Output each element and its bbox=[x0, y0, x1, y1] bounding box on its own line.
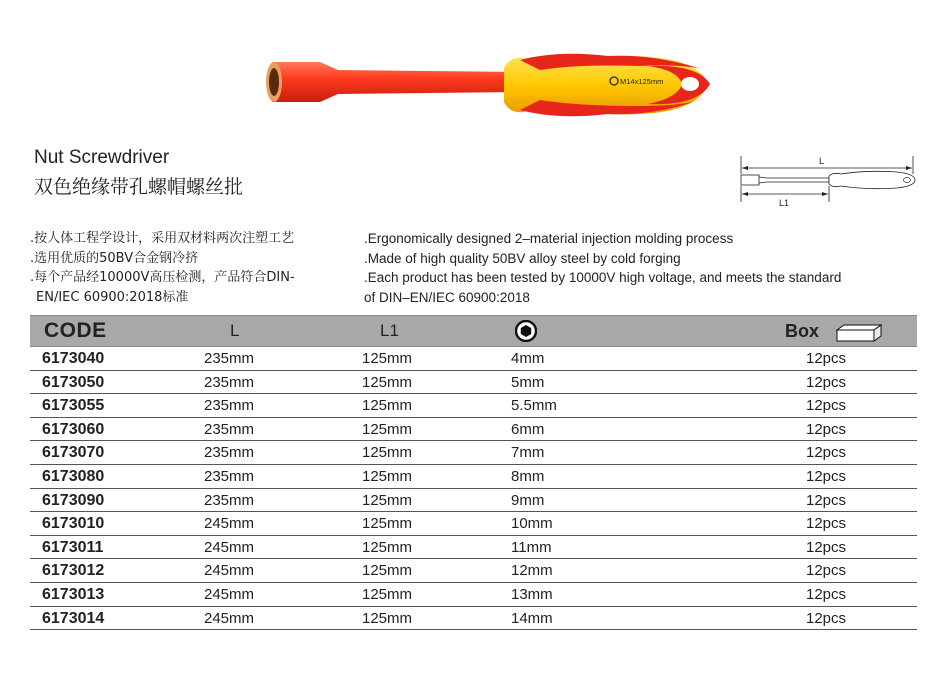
cell-shaft-length: 125mm bbox=[362, 373, 413, 391]
features-cn bbox=[30, 229, 350, 307]
handle-marking: M14x125mm bbox=[620, 77, 664, 86]
table-row bbox=[30, 583, 917, 607]
cell-hex-size: 9mm bbox=[511, 491, 545, 509]
feature-en-line: .Made of high quality 50BV alloy steel by cold forging bbox=[364, 250, 681, 266]
hex-size-icon bbox=[515, 320, 537, 350]
cell-shaft-length: 125mm bbox=[362, 515, 413, 533]
product-title-en: Nut Screwdriver bbox=[34, 147, 170, 168]
cell-box-qty: 12pcs bbox=[806, 515, 847, 533]
cell-box-qty: 12pcs bbox=[806, 562, 847, 580]
cell-box-qty: 12pcs bbox=[806, 538, 847, 556]
cell-hex-size: 10mm bbox=[511, 515, 553, 533]
cell-hex-size: 14mm bbox=[511, 609, 553, 627]
cell-shaft-length: 125mm bbox=[362, 420, 413, 438]
cell-hex-size: 13mm bbox=[511, 585, 553, 603]
header-length: L bbox=[230, 321, 240, 340]
table-row bbox=[30, 347, 917, 371]
cell-length: 235mm bbox=[204, 397, 255, 415]
cell-hex-size: 11mm bbox=[511, 538, 552, 556]
cell-shaft-length: 125mm bbox=[362, 538, 413, 556]
cell-shaft-length: 125mm bbox=[362, 350, 413, 367]
cell-length: 235mm bbox=[204, 350, 255, 367]
cell-length: 235mm bbox=[204, 491, 255, 509]
feature-en-line: of DIN–EN/IEC 60900:2018 bbox=[364, 289, 530, 305]
feature-en-line: .Ergonomically designed 2–material injection molding process bbox=[364, 231, 734, 246]
cell-box-qty: 12pcs bbox=[806, 350, 847, 367]
table-row bbox=[30, 371, 917, 395]
cell-code: 6173014 bbox=[42, 609, 105, 627]
cell-hex-size: 5.5mm bbox=[511, 397, 557, 415]
table-row bbox=[30, 536, 917, 560]
table-row bbox=[30, 441, 917, 465]
cell-length: 235mm bbox=[204, 420, 255, 438]
cell-shaft-length: 125mm bbox=[362, 585, 413, 603]
cell-box-qty: 12pcs bbox=[806, 373, 847, 391]
header-code: CODE bbox=[44, 319, 107, 342]
cell-shaft-length: 125mm bbox=[362, 444, 413, 462]
cell-box-qty: 12pcs bbox=[806, 467, 847, 485]
cell-code: 6173070 bbox=[42, 444, 105, 462]
cell-code: 6173080 bbox=[42, 467, 105, 485]
table-row bbox=[30, 394, 917, 418]
table-row bbox=[30, 607, 917, 631]
cell-code: 6173090 bbox=[42, 491, 105, 509]
cell-length: 235mm bbox=[204, 373, 255, 391]
header-box: Box bbox=[785, 321, 820, 341]
header-shaft-length: L1 bbox=[380, 321, 399, 340]
cell-hex-size: 8mm bbox=[511, 467, 545, 485]
product-title-cn: 双色绝缘带孔螺帽螺丝批 bbox=[34, 176, 244, 198]
cell-shaft-length: 125mm bbox=[362, 562, 413, 580]
cell-length: 245mm bbox=[204, 562, 255, 580]
cell-code: 6173060 bbox=[42, 420, 105, 438]
cell-box-qty: 12pcs bbox=[806, 609, 847, 627]
table-row bbox=[30, 465, 917, 489]
cell-box-qty: 12pcs bbox=[806, 585, 847, 603]
cell-length: 245mm bbox=[204, 538, 255, 556]
table-row bbox=[30, 559, 917, 583]
cell-hex-size: 6mm bbox=[511, 420, 545, 438]
cell-length: 235mm bbox=[204, 467, 255, 485]
cell-length: 245mm bbox=[204, 585, 255, 603]
cell-code: 6173011 bbox=[42, 538, 104, 556]
cell-hex-size: 4mm bbox=[511, 350, 545, 367]
table-row bbox=[30, 489, 917, 513]
feature-en-line: .Each product has been tested by 10000V high voltage, and meets the standard bbox=[364, 270, 842, 285]
cell-code: 6173012 bbox=[42, 562, 105, 580]
cell-code: 6173010 bbox=[42, 515, 105, 533]
cell-length: 235mm bbox=[204, 444, 255, 462]
feature-cn-line: .按人体工程学设计，采用双材料两次注塑工艺 bbox=[30, 231, 295, 246]
table-row bbox=[30, 512, 917, 536]
dimension-diagram bbox=[737, 150, 917, 210]
spec-table bbox=[30, 315, 917, 630]
table-header bbox=[30, 315, 917, 347]
cell-shaft-length: 125mm bbox=[362, 491, 413, 509]
feature-cn-line: EN/IEC 60900:2018标准 bbox=[36, 289, 189, 305]
table-row bbox=[30, 418, 917, 442]
cell-shaft-length: 125mm bbox=[362, 397, 413, 415]
cell-code: 6173050 bbox=[42, 373, 105, 391]
cell-hex-size: 5mm bbox=[511, 373, 545, 391]
cell-box-qty: 12pcs bbox=[806, 397, 847, 415]
diagram-label-l1: L1 bbox=[779, 198, 790, 208]
cell-length: 245mm bbox=[204, 609, 255, 627]
product-image bbox=[258, 40, 718, 130]
cell-code: 6173055 bbox=[42, 397, 105, 415]
cell-code: 6173013 bbox=[42, 585, 105, 603]
diagram-label-l: L bbox=[819, 156, 825, 166]
cell-shaft-length: 125mm bbox=[362, 467, 413, 485]
cell-hex-size: 12mm bbox=[511, 562, 553, 580]
cell-length: 245mm bbox=[204, 515, 255, 533]
feature-cn-line: .每个产品经10000V高压检测，产品符合DIN- bbox=[30, 270, 295, 285]
features-en bbox=[364, 229, 924, 307]
cell-box-qty: 12pcs bbox=[806, 420, 847, 438]
cell-box-qty: 12pcs bbox=[806, 491, 847, 509]
feature-cn-line: .选用优质的50BV合金钢冷挤 bbox=[30, 250, 199, 266]
cell-code: 6173040 bbox=[42, 350, 105, 367]
cell-shaft-length: 125mm bbox=[362, 609, 413, 627]
table-body bbox=[30, 347, 917, 630]
cell-box-qty: 12pcs bbox=[806, 444, 847, 462]
cell-hex-size: 7mm bbox=[511, 444, 545, 462]
